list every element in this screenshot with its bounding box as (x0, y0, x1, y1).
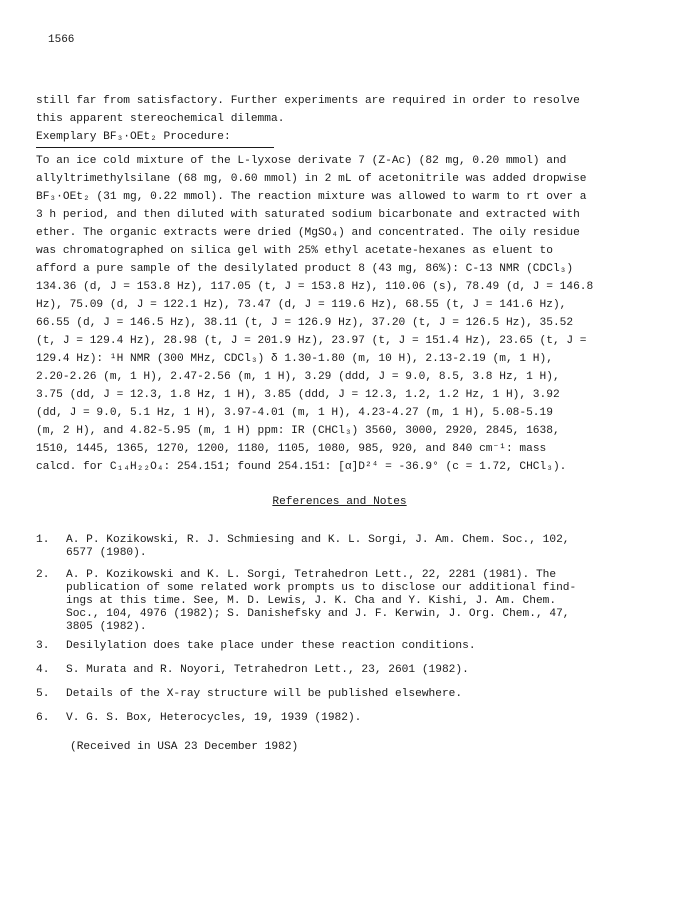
reference-line: 3805 (1982). (66, 621, 147, 633)
procedure-paragraph (36, 152, 646, 476)
page-number: 1566 (48, 34, 75, 46)
text-line: this apparent stereochemical dilemma. (36, 113, 285, 125)
text-line: ether. The organic extracts were dried (MgSO₄) and concentrated. The oily residue (36, 227, 580, 239)
reference-line: Desilylation does take place under these reaction conditions. (66, 640, 476, 652)
text-line: BF₃·OEt₂ (31 mg, 0.22 mmol). The reaction mixture was allowed to warm to rt over a (36, 191, 587, 203)
reference-number: 6. (36, 712, 50, 724)
text-line: (t, J = 129.4 Hz), 28.98 (t, J = 201.9 Hz), 23.97 (t, J = 151.4 Hz), 23.65 (t, J = (36, 335, 587, 347)
procedure-divider (36, 147, 274, 148)
reference-line: ings at this time. See, M. D. Lewis, J. K. Cha and Y. Kishi, J. Am. Chem. (66, 595, 557, 607)
procedure-title: Exemplary BF₃·OEt₂ Procedure: (36, 131, 231, 143)
reference-number: 1. (36, 534, 50, 546)
received-date: (Received in USA 23 December 1982) (70, 741, 299, 753)
reference-line: publication of some related work prompts us to disclose our additional find- (66, 582, 577, 594)
references-heading: References and Notes (272, 496, 407, 508)
reference-number: 4. (36, 664, 50, 676)
text-line: was chromatographed on silica gel with 25% ethyl acetate-hexanes as eluent to (36, 245, 553, 257)
text-line: still far from satisfactory. Further experiments are required in order to resolve (36, 95, 580, 107)
reference-line: 6577 (1980). (66, 547, 147, 559)
reference-number: 5. (36, 688, 50, 700)
text-line: 66.55 (d, J = 146.5 Hz), 38.11 (t, J = 126.9 Hz), 37.20 (t, J = 126.5 Hz), 35.52 (36, 317, 574, 329)
reference-number: 3. (36, 640, 50, 652)
text-line: Hz), 75.09 (d, J = 122.1 Hz), 73.47 (d, J = 119.6 Hz), 68.55 (t, J = 141.6 Hz), (36, 299, 567, 311)
reference-line: S. Murata and R. Noyori, Tetrahedron Lett., 23, 2601 (1982). (66, 664, 469, 676)
text-line: 2.20-2.26 (m, 1 H), 2.47-2.56 (m, 1 H), 3.29 (ddd, J = 9.0, 8.5, 3.8 Hz, 1 H), (36, 371, 560, 383)
text-line: afford a pure sample of the desilylated product 8 (43 mg, 86%): C-13 NMR (CDCl₃) (36, 263, 574, 275)
reference-line: A. P. Kozikowski, R. J. Schmiesing and K. L. Sorgi, J. Am. Chem. Soc., 102, (66, 534, 570, 546)
text-line: calcd. for C₁₄H₂₂O₄: 254.151; found 254.151: [α]D²⁴ = -36.9° (c = 1.72, CHCl₃). (36, 461, 567, 473)
reference-line: Details of the X-ray structure will be published elsewhere. (66, 688, 463, 700)
text-line: 3.75 (dd, J = 12.3, 1.8 Hz, 1 H), 3.85 (ddd, J = 12.3, 1.2, 1.2 Hz, 1 H), 3.92 (36, 389, 560, 401)
reference-line: Soc., 104, 4976 (1982); S. Danishefsky and J. F. Kerwin, J. Org. Chem., 47, (66, 608, 570, 620)
reference-line: A. P. Kozikowski and K. L. Sorgi, Tetrahedron Lett., 22, 2281 (1981). The (66, 569, 557, 581)
text-line: (m, 2 H), and 4.82-5.95 (m, 1 H) ppm: IR (CHCl₃) 3560, 3000, 2920, 2845, 1638, (36, 425, 560, 437)
reference-number: 2. (36, 569, 50, 581)
text-line: To an ice cold mixture of the L-lyxose derivate 7 (Z-Ac) (82 mg, 0.20 mmol) and (36, 155, 567, 167)
intro-paragraph (36, 92, 646, 128)
text-line: 129.4 Hz): ¹H NMR (300 MHz, CDCl₃) δ 1.30-1.80 (m, 10 H), 2.13-2.19 (m, 1 H), (36, 353, 553, 365)
text-line: 3 h period, and then diluted with saturated sodium bicarbonate and extracted with (36, 209, 580, 221)
text-line: 1510, 1445, 1365, 1270, 1200, 1180, 1105, 1080, 985, 920, and 840 cm⁻¹: mass (36, 443, 547, 455)
reference-line: V. G. S. Box, Heterocycles, 19, 1939 (1982). (66, 712, 362, 724)
text-line: (dd, J = 9.0, 5.1 Hz, 1 H), 3.97-4.01 (m, 1 H), 4.23-4.27 (m, 1 H), 5.08-5.19 (36, 407, 553, 419)
text-line: 134.36 (d, J = 153.8 Hz), 117.05 (t, J = 153.8 Hz), 110.06 (s), 78.49 (d, J = 146.8 (36, 281, 594, 293)
text-line: allyltrimethylsilane (68 mg, 0.60 mmol) in 2 mL of acetonitrile was added dropwise (36, 173, 587, 185)
